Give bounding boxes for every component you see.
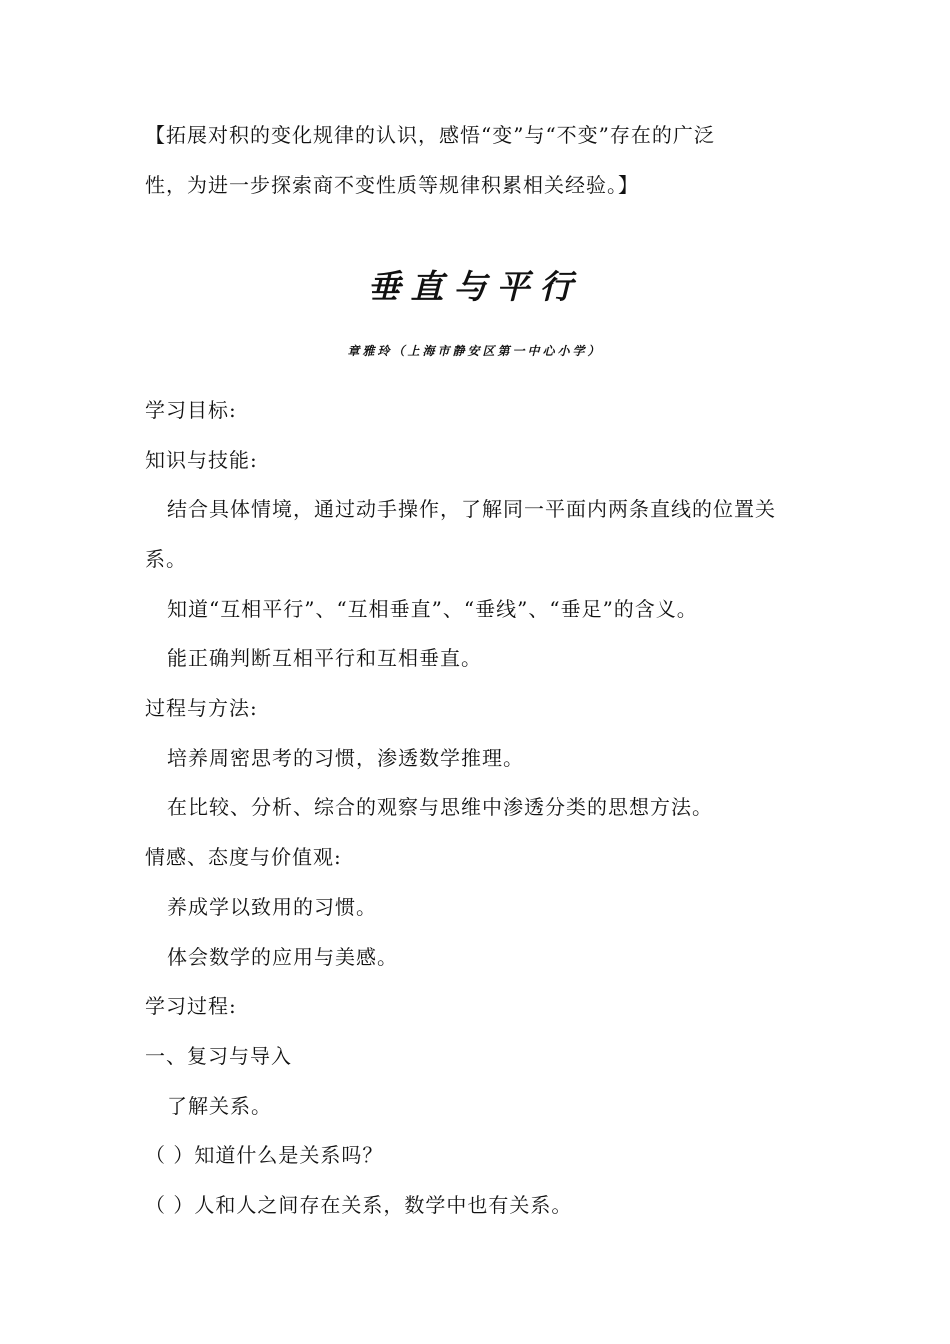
intro-line-1: 【拓展对积的变化规律的认识，感悟“变”与“不变”存在的广泛 bbox=[145, 123, 715, 147]
attitude-heading: 情感、态度与价值观: bbox=[145, 845, 342, 869]
attitude-line-1: 养成学以致用的习惯。 bbox=[167, 895, 377, 919]
procedure-item-intro: 了解关系。 bbox=[167, 1094, 272, 1118]
procedure-item-2: （ ）人和人之间存在关系，数学中也有关系。 bbox=[145, 1193, 573, 1217]
attitude-line-2: 体会数学的应用与美感。 bbox=[167, 945, 398, 969]
knowledge-line-1: 结合具体情境，通过动手操作，了解同一平面内两条直线的位置关 bbox=[167, 497, 776, 521]
process-line-2: 在比较、分析、综合的观察与思维中渗透分类的思想方法。 bbox=[167, 795, 713, 819]
goals-heading: 学习目标: bbox=[145, 398, 237, 422]
process-line-1: 培养周密思考的习惯，渗透数学推理。 bbox=[167, 746, 524, 770]
procedure-item-1: （ ）知道什么是关系吗？ bbox=[145, 1143, 384, 1167]
lesson-title: 垂直与平行 bbox=[367, 267, 583, 306]
knowledge-heading: 知识与技能: bbox=[145, 448, 258, 472]
knowledge-line-2: 系。 bbox=[145, 547, 187, 571]
knowledge-line-3: 知道“互相平行”、“互相垂直”、“垂线”、“垂足”的含义。 bbox=[167, 597, 698, 621]
procedure-heading: 学习过程: bbox=[145, 994, 237, 1018]
section-1-heading: 一、复习与导入 bbox=[145, 1044, 292, 1068]
knowledge-line-4: 能正确判断互相平行和互相垂直。 bbox=[167, 646, 482, 670]
intro-line-2: 性，为进一步探索商不变性质等规律积累相关经验。】 bbox=[145, 173, 639, 197]
lesson-author: 章雅玲（上海市静安区第一中心小学） bbox=[347, 344, 603, 358]
process-heading: 过程与方法: bbox=[145, 696, 258, 720]
